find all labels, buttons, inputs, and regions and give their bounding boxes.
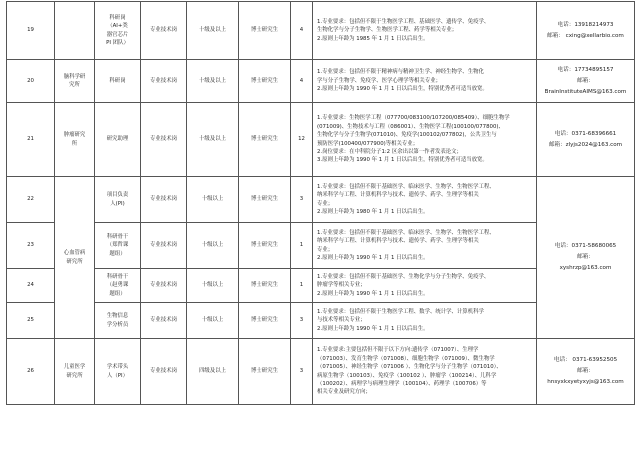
row-number: 26	[7, 339, 55, 405]
education-cell: 博士研究生	[239, 339, 291, 405]
row-number: 22	[7, 177, 55, 223]
category-cell: 专业技术岗	[141, 303, 187, 339]
education-cell: 博士研究生	[239, 303, 291, 339]
contact-cell: 电话：0371-68396661 邮箱：zlyjs2024@163.com	[537, 103, 635, 177]
row-number: 19	[7, 2, 55, 60]
table-row	[7, 339, 635, 405]
table-row	[7, 103, 635, 177]
level-cell: 十级以上	[187, 303, 239, 339]
level-cell: 十级及以上	[187, 60, 239, 103]
contact-cell: 电话：0371-58680065 邮箱： xyshrzp@163.com	[537, 177, 635, 339]
position-cell: 科研骨干 （赵勇课 题组）	[95, 269, 141, 303]
count-cell: 4	[291, 2, 313, 60]
row-number: 21	[7, 103, 55, 177]
contact-cell: 电话：17734895157 邮箱： BrainInstituteAIMS@163.com	[537, 60, 635, 103]
level-cell: 十级及以上	[187, 2, 239, 60]
count-cell: 1	[291, 269, 313, 303]
category-cell: 专业技术岗	[141, 339, 187, 405]
category-cell: 专业技术岗	[141, 103, 187, 177]
requirements-cell: 1.专业要求：包括但不限于生物医学工程、基础医学、遗传学、免疫学、 生物化学与分子生物学、生物医学工程、药学等相关专业； 2.原则上年龄为 1985 年 1 月 1 日以后出生。	[313, 2, 537, 60]
institute-cell: 肿瘤研究 所	[55, 103, 95, 177]
row-number: 20	[7, 60, 55, 103]
education-cell: 博士研究生	[239, 2, 291, 60]
position-cell: 生物信息 学分析员	[95, 303, 141, 339]
count-cell: 3	[291, 303, 313, 339]
table-row	[7, 177, 635, 223]
position-cell: 项目负责 人(PI)	[95, 177, 141, 223]
requirements-cell: 1.专业要求：包括但不限于生物医学工程、数学、统计学、计算机科学 与技术等相关专业； 2.原则上年龄为 1990 年 1 月 1 日以后出生。	[313, 303, 537, 339]
position-cell: 研究助理	[95, 103, 141, 177]
institute-cell: 儿童医学 研究所	[55, 339, 95, 405]
category-cell: 专业技术岗	[141, 269, 187, 303]
count-cell: 3	[291, 339, 313, 405]
position-cell: 科研岗 （AI+类 器官芯片 PI 团队）	[95, 2, 141, 60]
education-cell: 博士研究生	[239, 223, 291, 269]
category-cell: 专业技术岗	[141, 177, 187, 223]
position-cell: 科研骨干 （郑哲课 题组）	[95, 223, 141, 269]
category-cell: 专业技术岗	[141, 60, 187, 103]
level-cell: 十级以上	[187, 177, 239, 223]
education-cell: 博士研究生	[239, 269, 291, 303]
level-cell: 十级以上	[187, 223, 239, 269]
institute-cell: 心血管病 研究所	[55, 177, 95, 339]
category-cell: 专业技术岗	[141, 223, 187, 269]
count-cell: 1	[291, 223, 313, 269]
count-cell: 4	[291, 60, 313, 103]
recruitment-table	[6, 1, 635, 405]
table-row	[7, 2, 635, 60]
row-number: 24	[7, 269, 55, 303]
level-cell: 十级及以上	[187, 103, 239, 177]
requirements-cell: 1.专业要求:主要包括但不限于以下方向:遗传学（071007）、生理学 （071003）、发育生物学（071008）、细胞生物学（071009）、微生物学 （071005）、神经生物学（071006 ）、生物化学与分子生物学（071010）、 病原生物学（100103）、免疫学（100102 ）、肿瘤学（100214）、儿科学 （100202）、病理学与病理生理学（100104）、药理学（100706）等 相关专业及研究方向；	[313, 339, 537, 405]
requirements-cell: 1.专业要求：包括但不限于精神病与精神卫生学、神经生物学、生物化 学与分子生物学、免疫学、医学心理学等相关专业； 2.原则上年龄为 1990 年 1 月 1 日以后出生，特别优秀者可适当放宽。	[313, 60, 537, 103]
requirements-cell: 1.专业要求：包括但不限于基础医学、临床医学、生物学、生物医学工程、 纳米科学与工程、计算机科学与技术、遗传学、药学、生理学等相关 专业； 2.原则上年龄为 1980 年 1 月 1 日以后出生。	[313, 177, 537, 223]
level-cell: 四级及以上	[187, 339, 239, 405]
institute-cell	[55, 2, 95, 60]
row-number: 25	[7, 303, 55, 339]
requirements-cell: 1.专业要求：包括但不限于基础医学、临床医学、生物学、生物医学工程、 纳米科学与工程、计算机科学与技术、遗传学、药学、生理学等相关 专业； 2.原则上年龄为 1990 年 1 月 1 日以后出生。	[313, 223, 537, 269]
education-cell: 博士研究生	[239, 103, 291, 177]
education-cell: 博士研究生	[239, 177, 291, 223]
count-cell: 12	[291, 103, 313, 177]
institute-cell: 脑科学研 究所	[55, 60, 95, 103]
level-cell: 十级以上	[187, 269, 239, 303]
education-cell: 博士研究生	[239, 60, 291, 103]
table-row	[7, 60, 635, 103]
contact-cell: 电话： 0371-63952505 邮箱： hnsyxkxyetyxyjs@163.com	[537, 339, 635, 405]
position-cell: 科研岗	[95, 60, 141, 103]
position-cell: 学术带头 人（PI）	[95, 339, 141, 405]
count-cell: 3	[291, 177, 313, 223]
category-cell: 专业技术岗	[141, 2, 187, 60]
requirements-cell: 1.专业要求：生物医学工程（077700/083100/107200/085409）、细胞生物学 (071009)、生物技术与工程（086001）、生物医学工程(100100/077800)、 生物化学与分子生物学(071010)、免疫学(100102/077802)，公共卫生与 预防医学(100400/077900)等相关专业； 2.岗位要求：在中科院分子1:2 区余出以第一作者发表论文； 3.原则上年龄为 1990 年 1 月 1 日以后出生，特别优秀者可适当放宽。	[313, 103, 537, 177]
contact-cell: 电话：13918214973 邮箱： cxing@xellarbio.com	[537, 2, 635, 60]
requirements-cell: 1.专业要求：包括但不限于基础医学、生物化学与分子生物学、免疫学、 肿瘤学等相关专业； 2.原则上年龄为 1990 年 1 月 1 日以后出生。	[313, 269, 537, 303]
row-number: 23	[7, 223, 55, 269]
